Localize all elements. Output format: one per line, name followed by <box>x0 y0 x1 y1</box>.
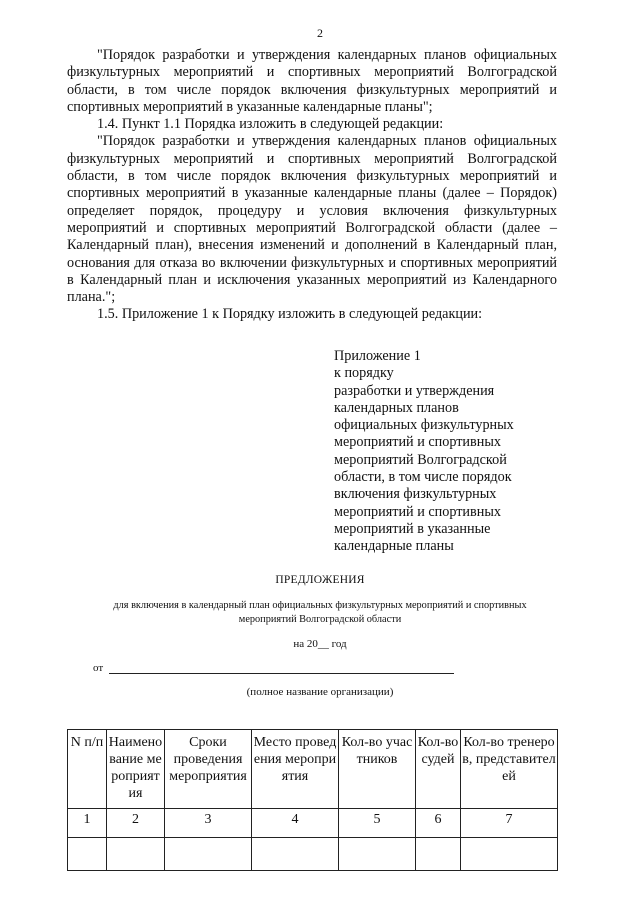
paragraph-item-1-4: 1.4. Пункт 1.1 Порядка изложить в следующей редакции: <box>97 116 444 133</box>
appendix-line: области, в том числе порядок <box>334 469 512 486</box>
organization-from-line <box>93 661 454 674</box>
table-cell-empty <box>461 838 558 871</box>
table-cell-empty <box>339 838 416 871</box>
header-participants: Кол-во участников <box>339 730 416 809</box>
page-number: 2 <box>317 26 323 40</box>
table-cell-empty <box>165 838 252 871</box>
appendix-line: мероприятий и спортивных <box>334 503 501 520</box>
table-cell: 4 <box>252 809 339 838</box>
table-cell-empty <box>416 838 461 871</box>
table-cell: 5 <box>339 809 416 838</box>
appendix-line: календарных планов <box>334 399 459 416</box>
form-year-line: на 20__ год <box>293 638 347 650</box>
table-cell: 6 <box>416 809 461 838</box>
paragraph-new-wording: "Порядок разработки и утверждения календарных планов официальных физкультурных мероприятий и спортивных мероприятий Волгоградской области, в том числе порядок включения физкультурных мероприятий и спортивных мероприятий в указанные календарные планы (далее – Порядок) определяет порядок, процедуру и условия включения физкультурных мероприятий и спортивных мероприятий Волгоградской области (далее – Календарный план), внесения изменений и дополнений в Календарный план, основания для отказа во включении физкультурных и спортивных мероприятий в Календарный план и исключения указанных мероприятий из Календарного плана."; <box>67 133 557 306</box>
header-number: N п/п <box>68 730 107 809</box>
organization-caption: (полное название организации) <box>246 686 394 698</box>
appendix-line: календарные планы <box>334 538 454 555</box>
table-cell: 1 <box>68 809 107 838</box>
from-label: от <box>93 662 104 674</box>
table-header-row <box>68 730 558 809</box>
table-cell-empty <box>68 838 107 871</box>
form-subheading-line: мероприятий Волгоградской области <box>238 614 402 625</box>
appendix-line: мероприятий и спортивных <box>334 434 501 451</box>
table-cell-empty <box>107 838 165 871</box>
paragraph-item-1-5: 1.5. Приложение 1 к Порядку изложить в следующей редакции: <box>97 306 483 323</box>
appendix-line: включения физкультурных <box>334 486 497 503</box>
proposals-table <box>67 729 558 871</box>
table-row-empty <box>68 838 558 871</box>
appendix-line: Приложение 1 <box>334 348 421 364</box>
form-heading: ПРЕДЛОЖЕНИЯ <box>275 574 365 586</box>
appendix-line: разработки и утверждения <box>334 382 495 399</box>
document-body <box>67 47 557 324</box>
form-subheading-line: для включения в календарный план официальных физкультурных мероприятий и спортивных <box>113 600 527 611</box>
appendix-line: официальных физкультурных <box>334 417 514 434</box>
organization-blank-field <box>109 661 454 674</box>
table-cell: 7 <box>461 809 558 838</box>
table-cell-empty <box>252 838 339 871</box>
header-coaches: Кол-во тренеров, представителей <box>461 730 558 809</box>
header-dates: Сроки проведения мероприятия <box>165 730 252 809</box>
header-event-name: Наименование мероприятия <box>107 730 165 809</box>
form-subheading <box>60 599 580 627</box>
appendix-line: к порядку <box>334 365 394 382</box>
paragraph-quoted-title: "Порядок разработки и утверждения календарных планов официальных физкультурных мероприятий и спортивных мероприятий Волгоградской области, в том числе порядок включения физкультурных мероприятий и спортивных мероприятий в указанные календарные планы"; <box>67 47 557 115</box>
header-venue: Место проведения мероприятия <box>252 730 339 809</box>
header-judges: Кол-во судей <box>416 730 461 809</box>
appendix-block <box>334 348 564 556</box>
appendix-line: мероприятий в указанные <box>334 520 491 537</box>
table-cell: 3 <box>165 809 252 838</box>
table-number-row <box>68 809 558 838</box>
table-cell: 2 <box>107 809 165 838</box>
appendix-line: мероприятий Волгоградской <box>334 451 507 468</box>
